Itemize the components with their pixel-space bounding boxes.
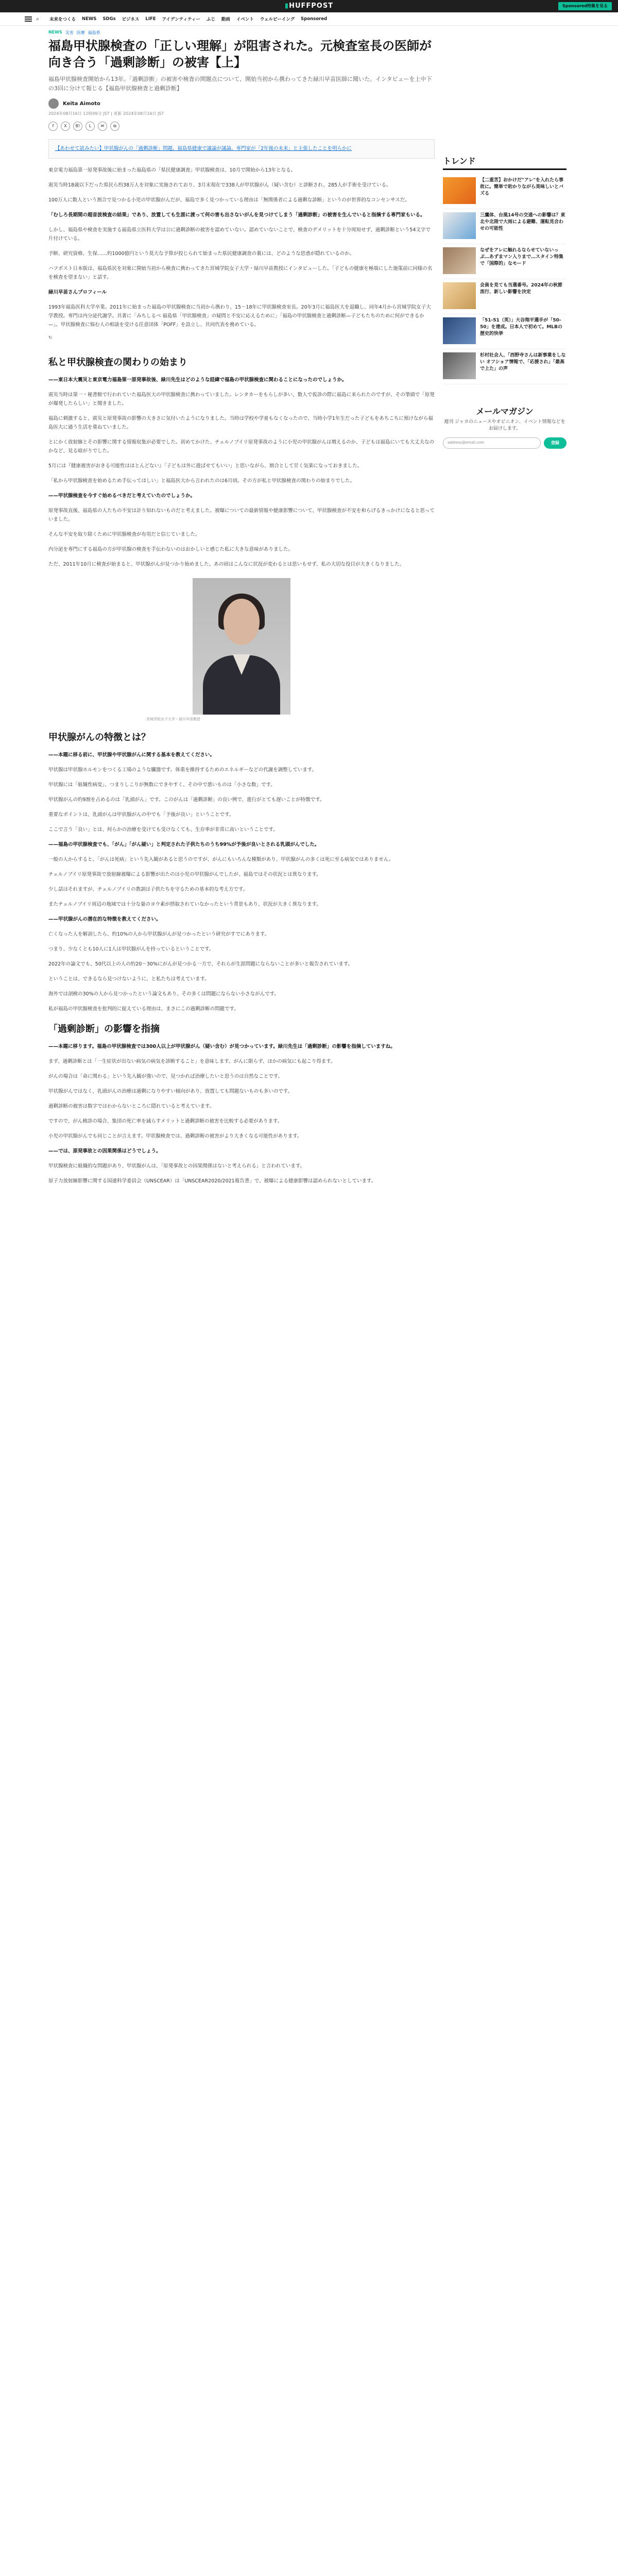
paragraph: 甲状腺検査に組織的な問題があり、甲状腺がんは、「原発事故との因果関係はないと考えられる」と言われています。 xyxy=(48,1163,305,1169)
paragraph: ということは、できるなら見つけないように、と私たちは考えています。 xyxy=(48,976,210,982)
paragraph: チェルノブイリ原発事故で放射線被曝による影響が出たのは小児の甲状腺がんでしたが、福島ではその状況とは異なります。 xyxy=(48,872,321,877)
embed-placeholder: ↻ xyxy=(48,335,53,341)
paragraph: がんの場合は「命に関わる」という先入観が強いので、見つかれば治療したいと思うのは自然なことです。 xyxy=(48,1074,283,1079)
paragraph: 甲状腺がんではなく、乳頭がんの治療は過剰になりやすい傾向があり、放置しても問題ないものも多いのです。 xyxy=(48,1089,293,1094)
trend-item[interactable] xyxy=(443,174,566,209)
paragraph: 震災当時は第一・秘書館で行われていた福島医大の甲状腺検査に携わっていました。レンタカーをもらしが多い、数人で仮診の際に福島に来られたのですが、その筆頭で「原発が爆発したらしい」と聞きました。 xyxy=(48,392,435,406)
nav-item[interactable]: イベント xyxy=(236,16,254,22)
paragraph: しかし、福島県や検査を実施する福島県立医科大学は公に過剰診断の被害を認めていない。認めていないことで、検査のデメリットを十分周知せず、過剰診断という54文字で片付けている。 xyxy=(48,227,431,242)
trend-thumbnail[interactable] xyxy=(443,247,476,274)
question: ——甲状腺がんの潜在的な特徴を教えてください。 xyxy=(48,917,161,922)
article-lede: 福島甲状腺検査開始から13年。「過剰診断」の被害や検査の問題点について、開始当初から携わってきた緑川早苗医師に聞いた。インタビューを上中下の3回に分けて報じる【福島甲状腺検査と過剰診断】 xyxy=(48,76,432,92)
newsletter-description: 週刊 ジャヨのニュースやオピニオン、イベント情報などをお届けします。 xyxy=(444,419,565,431)
category-tag[interactable]: 災害 xyxy=(65,30,74,35)
paragraph: 甲状腺には「組織性病変」、つまりしこりが無数にできやすく、その中で悪いものは「小さな数」です。 xyxy=(48,782,276,788)
paragraph: 亡くなった人を解剖したら、約10%の人から甲状腺がんが見つかったという研究がすでにあります。 xyxy=(48,931,270,937)
paragraph: 100万人に数人という割合で見つかる小児の甲状腺がんだが、福島で多く見つかっている理由は「無関係者による過剰な診断」というのが世界的なコンセンサスだ。 xyxy=(48,197,410,203)
paragraph: 原子力放射線影響に関する国連科学委員会（UNSCEAR）は「UNSCEAR2020/2021報告書」で、被曝による健康影響は認められないとしています。 xyxy=(48,1178,376,1184)
author-name[interactable]: Keita Aimoto xyxy=(63,100,100,107)
paragraph: ハフポスト日本版は、福島県民を対象に開始当初から検査に携わってきた宮城学院女子大学・緑川早苗教授にインタビューした。「子どもの健康を極端にした施策前に同様の名を検査を望まない」と話す。 xyxy=(48,266,433,280)
paragraph: つまり、少なくとも10人に1人は甲状腺がんを持っているということです。 xyxy=(48,946,214,952)
nav-item[interactable]: SDGs xyxy=(102,16,116,22)
section-heading: 私と甲状腺検査の関わりの始まり xyxy=(48,357,187,368)
avatar[interactable] xyxy=(48,98,59,109)
nav-item[interactable]: ビジネス xyxy=(122,16,140,22)
trend-item[interactable] xyxy=(443,349,566,384)
trend-title[interactable]: 三鷹体、台風14号の交通への影響は？東北や北陸で大雨による避難、運転見合わせの可能性 xyxy=(480,213,565,231)
paragraph: 私が福島の甲状腺検査を批判的に捉えている理由は、まさにこの過剰診断の問題です。 xyxy=(48,1006,239,1012)
paragraph: 5月には『健康被害がおきる可能性はほとんどない』「子どもは外に遊ばせてもいい」と思いながら、割合として甘く気楽になっておきました。 xyxy=(48,463,363,469)
line-share-icon[interactable]: L xyxy=(85,122,95,131)
nav-item[interactable]: LIFE xyxy=(145,16,156,22)
trend-thumbnail[interactable] xyxy=(443,352,476,379)
paragraph: 東京電力福島第一原発事故後に始まった福島県の「県民健康調査」甲状腺検査は、10月で開始から13年となる。 xyxy=(48,167,296,173)
portrait-photo xyxy=(193,578,290,715)
paragraph: 震災当時18歳以下だった県民ら約38万人を対象に実施されており、3月末現在で338人が甲状腺がん（疑い含む）と診断され、285人が手術を受けている。 xyxy=(48,182,391,188)
nav-item[interactable]: NEWS xyxy=(82,16,97,22)
trend-thumbnail[interactable] xyxy=(443,212,476,239)
profile-text: 1993年福島医科大学卒業。2011年に始まった福島の甲状腺検査に当初から携わり、15〜18年に甲状腺検査室長。20年3月に福島医大を退職し、同年4月から宮城学院女子大学教授。専門は内分泌代謝学。共著に「みちしるべ 福島県「甲状腺検査」の疑問と不安に応えるために」「福島の甲状腺検査と過剰診断—子どもたちのために何ができるか—」。甲状腺検査に悩む人の相談を受ける任意団体「POFF」を設立し、共同代表を務めている。 xyxy=(48,304,431,328)
share-bar xyxy=(48,122,435,131)
paragraph: 海外では剖検の30%の人から見つかったという論文もあり、その多くは問題にならない小さながんです。 xyxy=(48,991,279,997)
trend-item[interactable] xyxy=(443,244,566,279)
question: ——甲状腺検査を今すぐ始めるべきだと考えていたのでしょうか。 xyxy=(48,493,196,499)
newsletter-box xyxy=(443,405,566,449)
publish-dates: 2024年08月16日 12時09分 JST | 更新 2024年08月16日 JST xyxy=(48,111,164,116)
copy-link-icon[interactable]: ⧉ xyxy=(110,122,119,131)
paragraph: またチェルノブイリ周辺の地域では十分な量のヨウ素が摂取されていなかったという背景もあり、状況が大きく異なります。 xyxy=(48,902,321,907)
paragraph: 「むしろ長期間の超音波検査の結果」であり、放置しても生涯に渡って何の害も出さないがんを見つけてしまう「過剰診断」の被害を生んでいると指摘する専門家もいる。 xyxy=(48,212,425,218)
trend-thumbnail[interactable] xyxy=(443,177,476,204)
newsletter-email-input[interactable]: address@email.com xyxy=(443,437,541,449)
profile-heading: 緑川早苗さんプロフィール xyxy=(48,290,107,295)
newsletter-title: メールマガジン xyxy=(476,406,534,416)
section-heading: 「過剰診断」の影響を指摘 xyxy=(48,1024,160,1035)
sponsored-cta-button[interactable]: Sponsored特集を見る xyxy=(558,2,612,10)
trend-title[interactable]: 【二重苦】おかけだ"アレ"を入れたら事故に。簡単で助かりながら美味しいとバズる xyxy=(480,178,564,196)
category-tag[interactable]: NEWS xyxy=(48,30,62,35)
category-tag[interactable]: 福島県 xyxy=(88,30,100,35)
trend-item[interactable] xyxy=(443,209,566,244)
nav-item[interactable]: 未来をつくる xyxy=(49,16,76,22)
trend-thumbnail[interactable] xyxy=(443,282,476,309)
nav-item[interactable]: 動画 xyxy=(221,16,230,22)
paragraph: 甲状腺は甲状腺ホルモンをつくる工場のような臓器です。体重を維持するためのエネルギーなどの代謝を調整しています。 xyxy=(48,767,317,773)
byline xyxy=(48,98,435,109)
paragraph: そんな不安を取り除くために甲状腺検査が有用だと信じていました。 xyxy=(48,532,200,537)
trend-heading: トレンド xyxy=(443,155,566,170)
paragraph: まず、過剰診断とは「一生症状が出ない病気の病気を診断すること」を意味します。がんに限らず、ほかの病気にも起こり得ます。 xyxy=(48,1059,336,1064)
mail-share-icon[interactable]: ✉ xyxy=(98,122,107,131)
nav-item[interactable]: Sponsored xyxy=(301,16,328,22)
trend-title[interactable]: 「51-51（英）」大谷翔平選手が「50-50」を達成。日本人で初めて。MLBの歴史的快挙 xyxy=(480,318,562,336)
question: ——本題に移る前に、甲状腺や甲状腺がんに関する基本を教えてください。 xyxy=(48,752,215,758)
paragraph: 過剰診断の被害は数字ではわからないところに隠れていると考えています。 xyxy=(48,1104,215,1109)
section-heading: 甲状腺がんの特徴とは？ xyxy=(48,732,150,743)
trend-title[interactable]: 会員を見ても当選番号。2024年の秋節流行、新しい影響を決定 xyxy=(480,283,563,295)
question: ——では、原発事故との因果関係はどうでしょう。 xyxy=(48,1148,161,1154)
article xyxy=(48,30,435,1192)
paragraph: とにかく放射線とその影響に関する情報収集が必要でした。初めてかけた、チェルノブイリ原発事故のように小児の甲状腺がんは増えるのか、子どもは福島にいても大丈夫なのかなど、見る暗がりでした。 xyxy=(48,439,434,454)
paragraph: ここで言う「良い」とは、何らかの治療を受けても受けなくても、生存率が非常に高いということです。 xyxy=(48,827,278,833)
facebook-share-icon[interactable]: f xyxy=(48,122,58,131)
paragraph: ただ、2011年10月に検査が始まると、甲状腺がんが見つかり始めました。あの頃はこんなに状況が変わるとは思いもせず、私の大切な役目が大きくなりました。 xyxy=(48,562,405,567)
question: ——本題に移ります。福島の甲状腺検査では300人以上が甲状腺がん（疑い含む）が見つかっています。緑川先生は「過剰診断」の影響を指摘していますね。 xyxy=(48,1044,396,1049)
sidebar xyxy=(443,155,566,449)
site-logo[interactable]: ▮HUFFPOST xyxy=(284,2,334,10)
trend-item[interactable] xyxy=(443,314,566,349)
main-nav xyxy=(0,12,618,26)
paragraph: 原発事故直後、福島県の人たちの不安は計り知れないものだと考えました。被曝についての最新情報や健康影響について、甲状腺検査が不安を和らげるきっかけになると思っていました。 xyxy=(48,508,435,522)
question: ——福島の甲状腺検査でも、「がん」「がん疑い」と判定された子供たちのうち99%が予後が良いとされる乳頭がんでした。 xyxy=(48,842,320,848)
nav-item[interactable]: ウェルビーイング xyxy=(260,16,295,22)
paragraph: 少し話はそれますが、チェルノブイリの教訓は子供たちを守るための基本的な考え方です。 xyxy=(48,887,248,892)
question: ——東日本大震災と東京電力福島第一原発事故後、緑川先生はどのような経緯で福島の甲状腺検査に関わることになったのでしょうか。 xyxy=(48,377,347,383)
breadcrumb xyxy=(48,30,435,36)
paragraph: ですので、がん検診の場合、集団の死亡率を減らすメリットと過剰診断の被害を比較する必要があります。 xyxy=(48,1118,283,1124)
nav-item[interactable]: アイデンティティー xyxy=(162,16,200,22)
newsletter-subscribe-button[interactable]: 登録 xyxy=(544,437,566,449)
nav-item[interactable]: ふじ xyxy=(206,16,215,22)
paragraph: 重要なポイントは、乳頭がんは甲状腺がんの中でも「予後が良い」ということです。 xyxy=(48,812,234,818)
menu-icon[interactable] xyxy=(25,16,32,22)
category-tag[interactable]: 医療 xyxy=(76,30,85,35)
trend-item[interactable] xyxy=(443,279,566,314)
paragraph: 「私から甲状腺検査を始めるため手伝ってほしい」と福島医大から言われたのは6月頃。その方が私と甲状腺検査の関わりの始まりでした。 xyxy=(48,478,355,484)
trend-thumbnail[interactable] xyxy=(443,317,476,344)
search-icon[interactable]: ⌕ xyxy=(36,15,40,22)
x-share-icon[interactable]: X xyxy=(61,122,70,131)
paragraph: 一般の人からすると、「がんは死病」という先入観があると思うのですが、がんにもいろんな種類があり、甲状腺がんの多くは死に至る病気ではありません。 xyxy=(48,857,394,862)
photo-caption: 宮城学院女子大学・緑川早苗教授 xyxy=(146,717,200,721)
article-title: 福島甲状腺検査の「正しい理解」が阻害された。元検査室長の医師が向き合う「過剰診断」の被害【上】 xyxy=(48,38,432,70)
paragraph: 2022年の論文でも、50代以上の人の約20〜30%にがんが見つかる一方で、それらが生涯問題にならないことが多いと報告されています。 xyxy=(48,961,353,967)
paragraph: 小児の甲状腺がんでも同じことが言えます。甲状腺検査では、過剰診断の被害がより大きくなる可能性があります。 xyxy=(48,1133,302,1139)
hatena-share-icon[interactable]: B! xyxy=(73,122,82,131)
trend-title[interactable]: なぜをアレに触れるならせていないっぷ…あずまマン入りまで…スタイン特集で「国際的」なモード xyxy=(480,248,563,266)
related-box xyxy=(48,139,435,159)
top-bar xyxy=(0,0,618,12)
paragraph: 内分泌を専門にする福島の方が甲状腺の検査を手伝わないのはおかしいと感じた私に大きな意味がありました。 xyxy=(48,547,294,552)
paragraph: 予断、研究資格、生保……約1000億円という莫大な予算が投じられて始まった県民健康調査の裏には、どのような思惑が隠れているのか。 xyxy=(48,251,355,257)
paragraph: 甲状腺がんの約9割を占めるのは「乳頭がん」です。このがんは「過剰診断」の良い例で、進行がとても遅いことが特徴です。 xyxy=(48,797,325,803)
paragraph: 福島に刺激すると、震災と原発事故の影響の大きさに気付いたようになりました。当時は学校や学童もなくなったので、当時小学1年生だった子どもをあちこちに預けながら福島医大に通う生活を重ねていました。 xyxy=(48,416,433,430)
trend-title[interactable]: 杉村社会人、「西野寺さんは新事業をしない オフショア情報で、「応援され」「最高で上た」の声 xyxy=(480,353,566,371)
related-link[interactable]: 【あわせて読みたい】甲状腺がんの「過剰診断」問題。福島県健康で議論が議論。専門家が「2年後の未来」と主張したことを明らかに xyxy=(55,146,352,151)
